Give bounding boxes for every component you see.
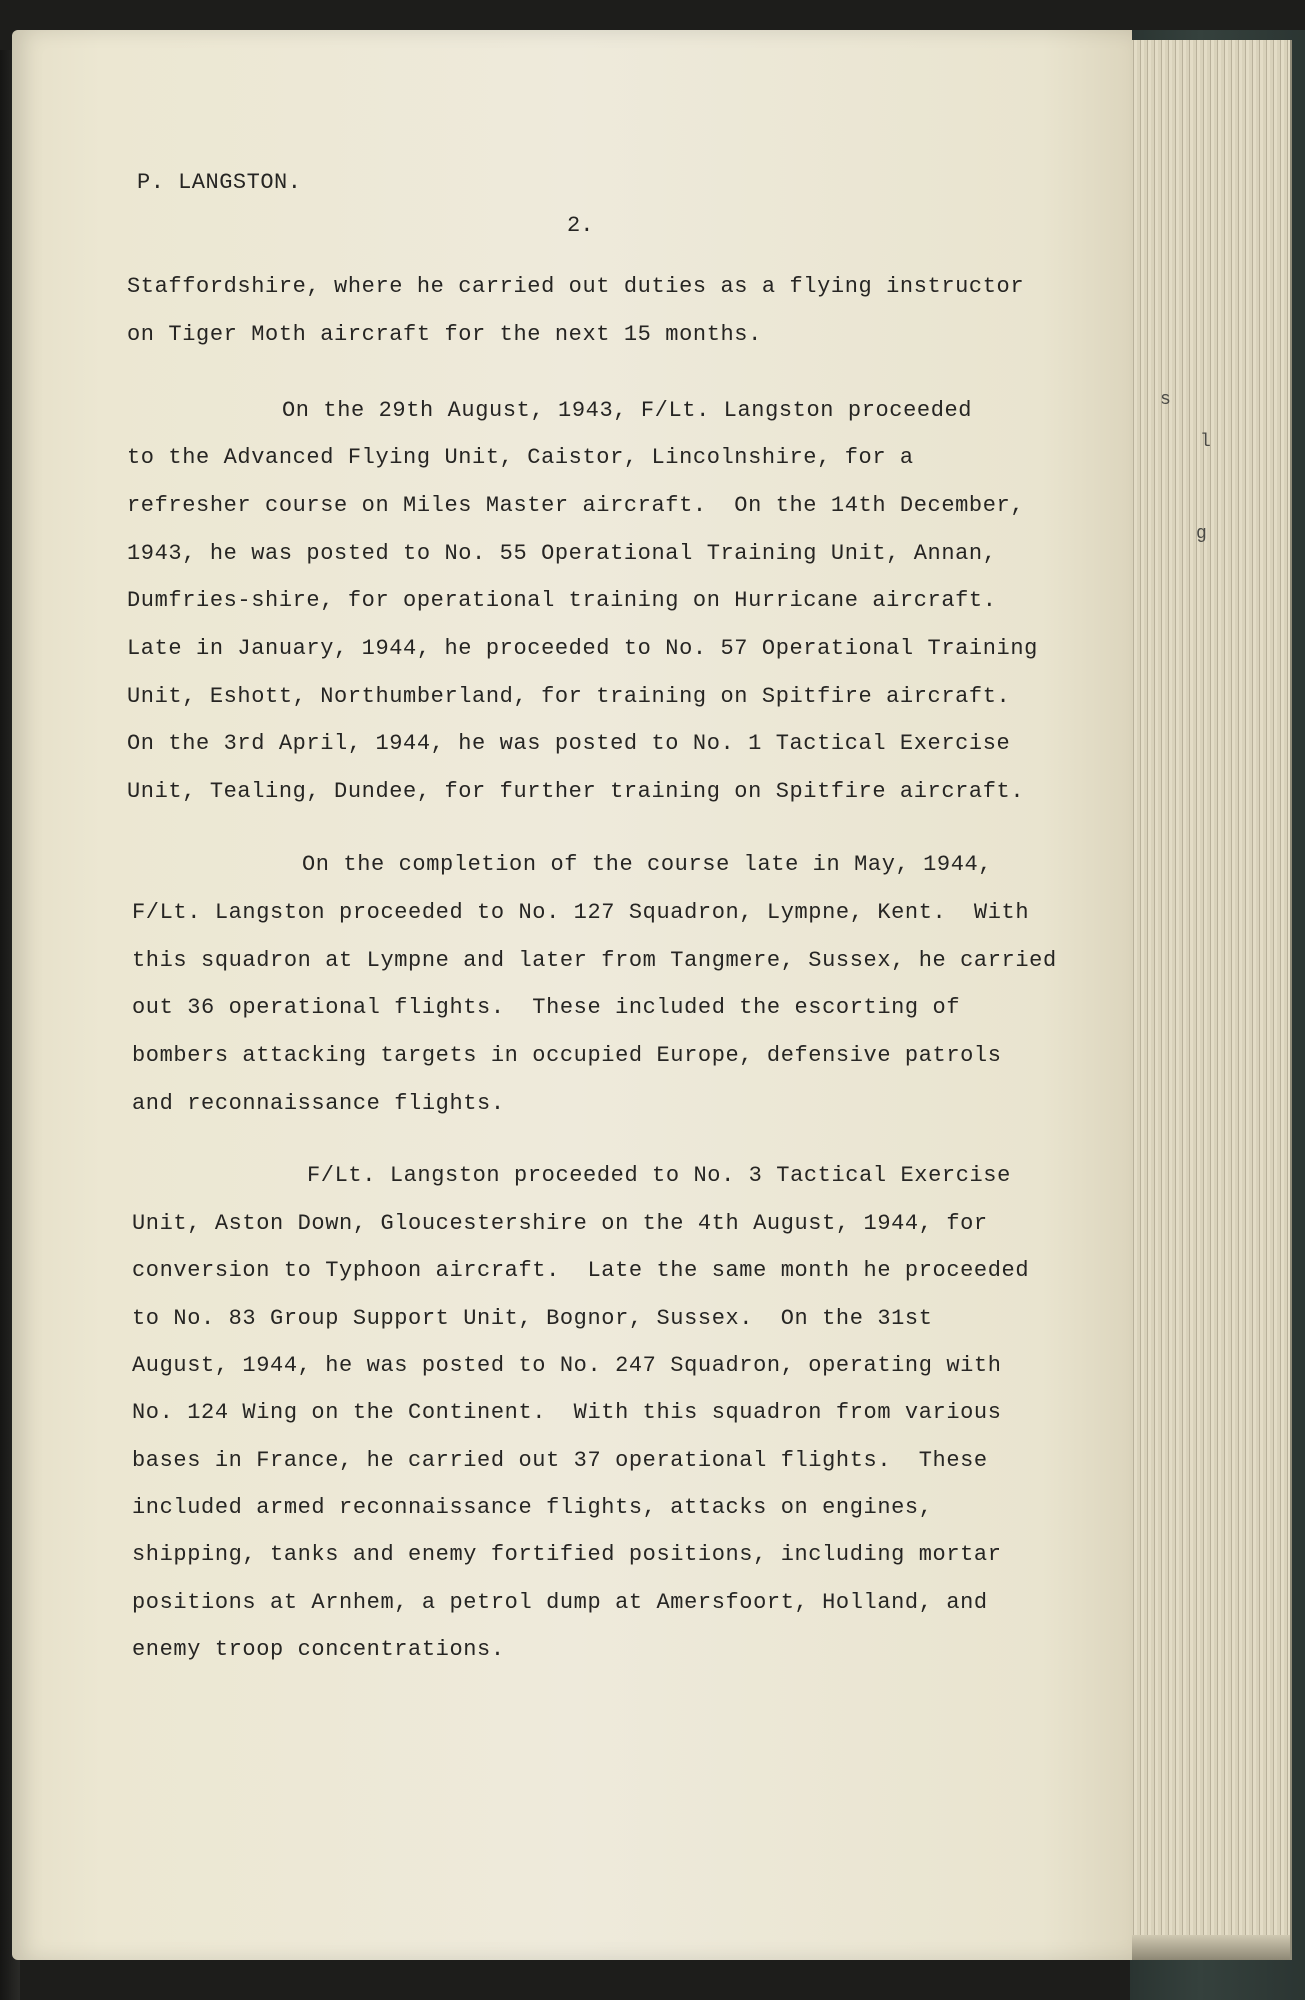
text-line: this squadron at Lympne and later from Tangmere, Sussex, he carried — [132, 948, 1057, 973]
text-line: to the Advanced Flying Unit, Caistor, Lincolnshire, for a — [127, 445, 914, 470]
text-line: Unit, Eshott, Northumberland, for training on Spitfire aircraft. — [127, 684, 1011, 709]
text-line: refresher course on Miles Master aircraft. On the 14th December, — [127, 493, 1025, 518]
document-page — [12, 30, 1132, 1960]
margin-mark: s — [1160, 390, 1171, 410]
text-line: No. 124 Wing on the Continent. With this squadron from various — [132, 1400, 1002, 1425]
text-line: on Tiger Moth aircraft for the next 15 months. — [127, 322, 762, 347]
text-line: F/Lt. Langston proceeded to No. 127 Squadron, Lympne, Kent. With — [132, 900, 1030, 925]
text-line: F/Lt. Langston proceeded to No. 3 Tactical Exercise — [307, 1163, 1011, 1188]
text-line: conversion to Typhoon aircraft. Late the same month he proceeded — [132, 1258, 1030, 1283]
text-line: shipping, tanks and enemy fortified positions, including mortar — [132, 1542, 1002, 1567]
page-stack-bottom — [1130, 1935, 1290, 1960]
text-line: Dumfries-shire, for operational training on Hurricane aircraft. — [127, 588, 997, 613]
text-line: out 36 operational flights. These included the escorting of — [132, 995, 961, 1020]
text-line: Unit, Aston Down, Gloucestershire on the 4th August, 1944, for — [132, 1211, 988, 1236]
text-line: bombers attacking targets in occupied Europe, defensive patrols — [132, 1043, 1002, 1068]
text-line: positions at Arnhem, a petrol dump at Amersfoort, Holland, and — [132, 1590, 988, 1615]
text-line: enemy troop concentrations. — [132, 1637, 505, 1662]
text-line: included armed reconnaissance flights, attacks on engines, — [132, 1495, 933, 1520]
margin-mark: l — [1200, 432, 1211, 452]
text-line: On the 29th August, 1943, F/Lt. Langston proceeded — [282, 398, 973, 423]
text-line: Staffordshire, where he carried out duties as a flying instructor — [127, 274, 1025, 299]
text-line: 1943, he was posted to No. 55 Operational Training Unit, Annan, — [127, 541, 997, 566]
text-line: to No. 83 Group Support Unit, Bognor, Sussex. On the 31st — [132, 1306, 933, 1331]
text-line: On the 3rd April, 1944, he was posted to No. 1 Tactical Exercise — [127, 731, 1011, 756]
text-line: On the completion of the course late in May, 1944, — [302, 852, 993, 877]
margin-mark: g — [1196, 524, 1207, 544]
page-stack-edges — [1130, 40, 1292, 1960]
text-line: bases in France, he carried out 37 operational flights. These — [132, 1448, 988, 1473]
text-line: Unit, Tealing, Dundee, for further training on Spitfire aircraft. — [127, 779, 1025, 804]
text-line: and reconnaissance flights. — [132, 1091, 505, 1116]
text-line: Late in January, 1944, he proceeded to No. 57 Operational Training — [127, 636, 1038, 661]
document-header: P. LANGSTON. — [137, 170, 302, 195]
page-number: 2. — [567, 213, 594, 238]
text-line: August, 1944, he was posted to No. 247 Squadron, operating with — [132, 1353, 1002, 1378]
